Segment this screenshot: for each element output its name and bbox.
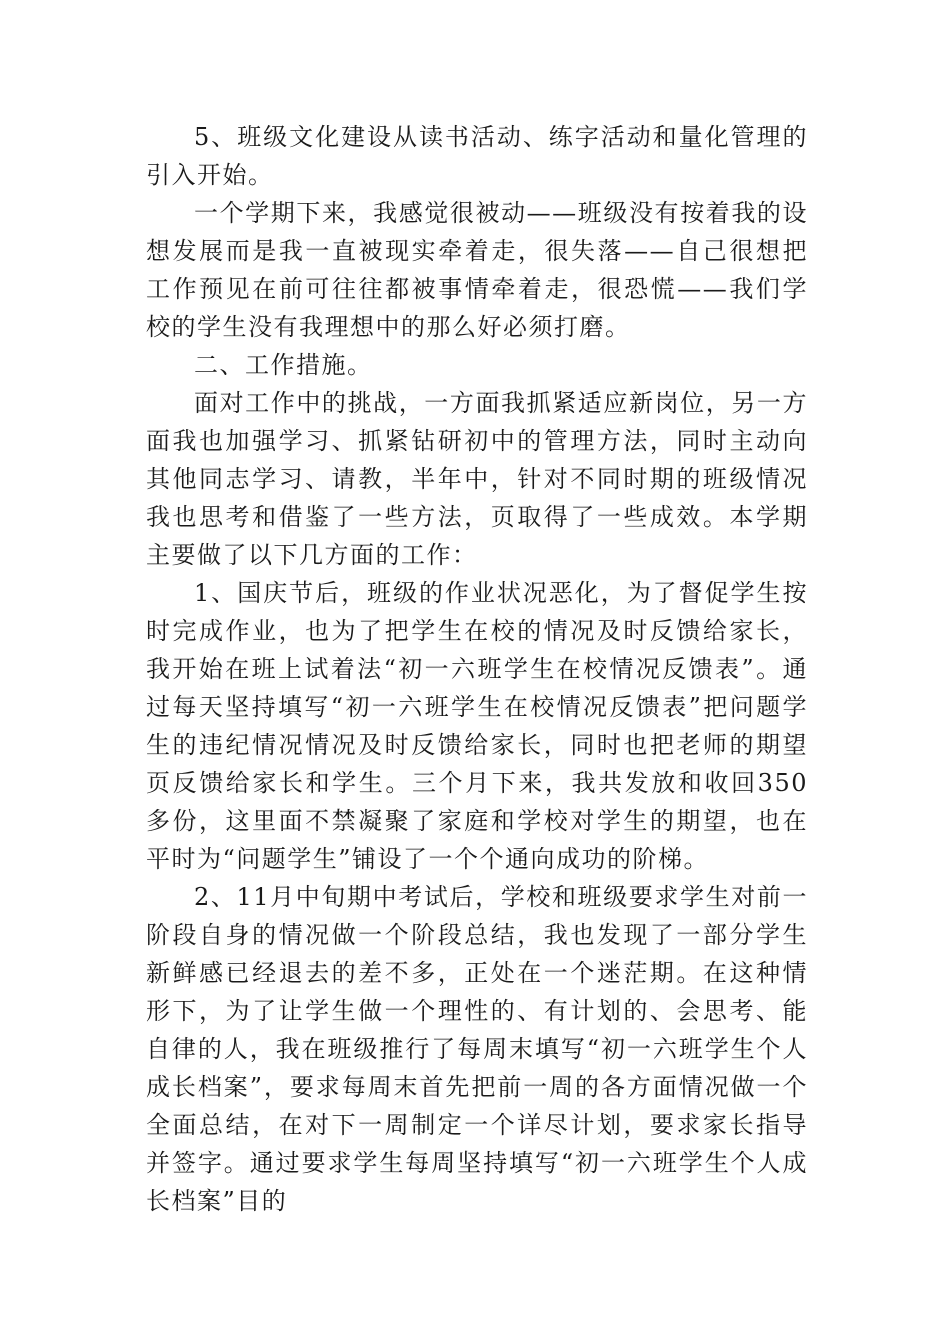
paragraph-feedback-form: 1、国庆节后，班级的作业状况恶化，为了督促学生按时完成作业，也为了把学生在校的情况及时反馈给家长，我开始在班上试着法“初一六班学生在校情况反馈表”。通过每天坚持填写“初一六班学生在校情况反馈表”把问题学生的违纪情况情况及时反馈给家长，同时也把老师的期望页反馈给家长和学生。三个月下来，我共发放和收回350多份，这里面不禁凝聚了家庭和学校对学生的期望，也在平时为“问题学生”铺设了一个个通向成功的阶梯。 <box>146 579 808 873</box>
paragraph-semester-reflection: 一个学期下来，我感觉很被动——班级没有按着我的设想发展而是我一直被现实牵着走，很失落——自己很想把工作预见在前可往往都被事情牵着走，很恐慌——我们学校的学生没有我理想中的那么好必须打磨。 <box>146 199 808 341</box>
section-heading-work-measures: 二、工作措施。 <box>194 351 373 379</box>
paragraph-growth-record: 2、11月中旬期中考试后，学校和班级要求学生对前一阶段自身的情况做一个阶段总结，我也发现了一部分学生新鲜感已经退去的差不多，正处在一个迷茫期。在这种情形下，为了让学生做一个理性的、有计划的、会思考、能自律的人，我在班级推行了每周末填写“初一六班学生个人成长档案”，要求每周末首先把前一周的各方面情况做一个全面总结，在对下一周制定一个详尽计划，要求家长指导并签字。通过要求学生每周坚持填写“初一六班学生个人成长档案”目的 <box>146 883 808 1215</box>
document-body <box>146 118 808 1220</box>
paragraph-culture-building: 5、班级文化建设从读书活动、练字活动和量化管理的引入开始。 <box>146 123 808 189</box>
paragraph-facing-challenges: 面对工作中的挑战，一方面我抓紧适应新岗位，另一方面我也加强学习、抓紧钻研初中的管理方法，同时主动向其他同志学习、请教，半年中，针对不同时期的班级情况我也思考和借鉴了一些方法，页取得了一些成效。本学期主要做了以下几方面的工作： <box>146 389 808 569</box>
